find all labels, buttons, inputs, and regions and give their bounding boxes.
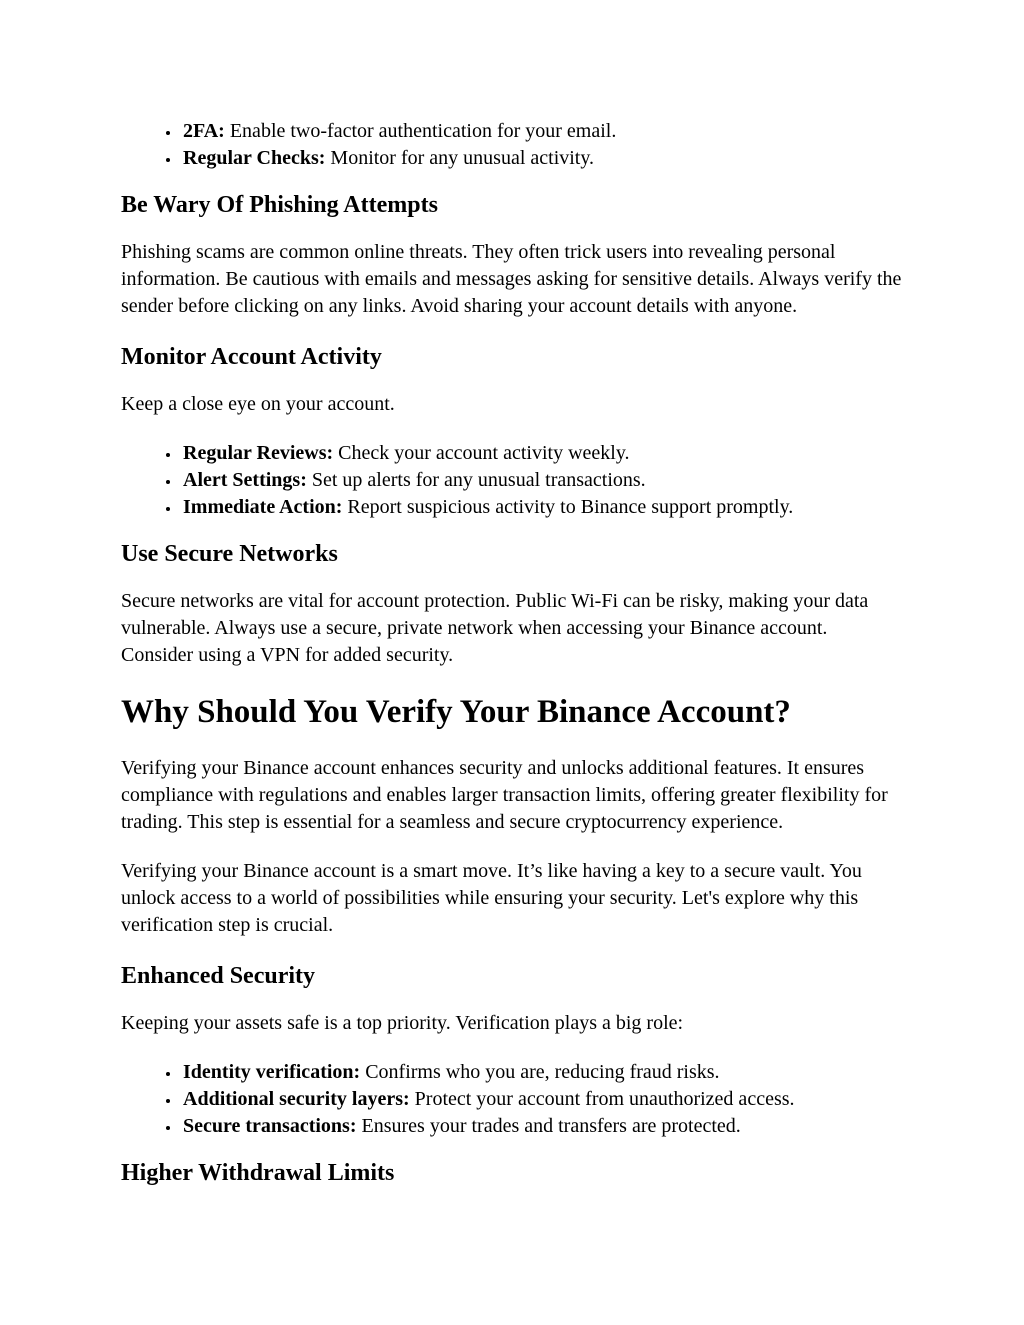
heading-secure-networks: Use Secure Networks bbox=[121, 541, 338, 567]
list-item-lead: Identity verification: bbox=[183, 1061, 361, 1083]
list-item-lead: Regular Checks: bbox=[183, 147, 326, 169]
enhanced-security-list bbox=[121, 1059, 903, 1140]
heading-monitor-activity: Monitor Account Activity bbox=[121, 344, 382, 370]
list-item bbox=[181, 440, 903, 467]
paragraph-why-verify-2: Verifying your Binance account is a smart move. It’s like having a key to a secure vault. You unlock access to a world of possibilities while ensuring your security. Let's explore why this verification step is crucial. bbox=[121, 860, 862, 936]
list-item bbox=[181, 1113, 903, 1140]
list-item bbox=[181, 1086, 903, 1113]
list-item bbox=[181, 1059, 903, 1086]
paragraph-secure-networks: Secure networks are vital for account protection. Public Wi-Fi can be risky, making your data vulnerable. Always use a secure, private network when accessing your Binance account. Consider using a VPN for added security. bbox=[121, 590, 869, 666]
list-item-text: Confirms who you are, reducing fraud risks. bbox=[360, 1061, 720, 1083]
list-item bbox=[181, 494, 903, 521]
list-item-text: Protect your account from unauthorized access. bbox=[409, 1088, 795, 1110]
list-item-lead: Alert Settings: bbox=[183, 469, 307, 491]
list-item-lead: 2FA: bbox=[183, 120, 225, 142]
paragraph-monitor-intro: Keep a close eye on your account. bbox=[121, 393, 395, 415]
list-item bbox=[181, 118, 903, 145]
heading-enhanced-security: Enhanced Security bbox=[121, 963, 316, 989]
list-item-text: Check your account activity weekly. bbox=[333, 442, 630, 464]
list-item bbox=[181, 145, 903, 172]
heading-withdrawal-limits: Higher Withdrawal Limits bbox=[121, 1160, 395, 1186]
list-item-lead: Secure transactions: bbox=[183, 1115, 357, 1137]
list-item-lead: Regular Reviews: bbox=[183, 442, 334, 464]
paragraph-enhanced-security-intro: Keeping your assets safe is a top priority. Verification plays a big role: bbox=[121, 1012, 684, 1034]
list-item bbox=[181, 467, 903, 494]
list-item-text: Ensures your trades and transfers are protected. bbox=[356, 1115, 741, 1137]
heading-phishing: Be Wary Of Phishing Attempts bbox=[121, 192, 438, 218]
list-item-lead: Immediate Action: bbox=[183, 496, 343, 518]
email-security-list bbox=[121, 118, 903, 172]
heading-why-verify: Why Should You Verify Your Binance Account? bbox=[121, 694, 791, 730]
paragraph-phishing: Phishing scams are common online threats. They often trick users into revealing personal information. Be cautious with emails and messages asking for sensitive details. Always verify the sender before clicking on any links. Avoid sharing your account details with anyone. bbox=[121, 241, 902, 317]
list-item-text: Set up alerts for any unusual transactions. bbox=[306, 469, 646, 491]
monitor-activity-list bbox=[121, 440, 903, 521]
list-item-lead: Additional security layers: bbox=[183, 1088, 410, 1110]
list-item-text: Report suspicious activity to Binance support promptly. bbox=[342, 496, 794, 518]
paragraph-why-verify-1: Verifying your Binance account enhances security and unlocks additional features. It ensures compliance with regulations and enables larger transaction limits, offering greater flexibility for trading. This step is essential for a seamless and secure cryptocurrency experience. bbox=[121, 757, 888, 833]
list-item-text: Monitor for any unusual activity. bbox=[325, 147, 595, 169]
list-item-text: Enable two-factor authentication for your email. bbox=[224, 120, 617, 142]
